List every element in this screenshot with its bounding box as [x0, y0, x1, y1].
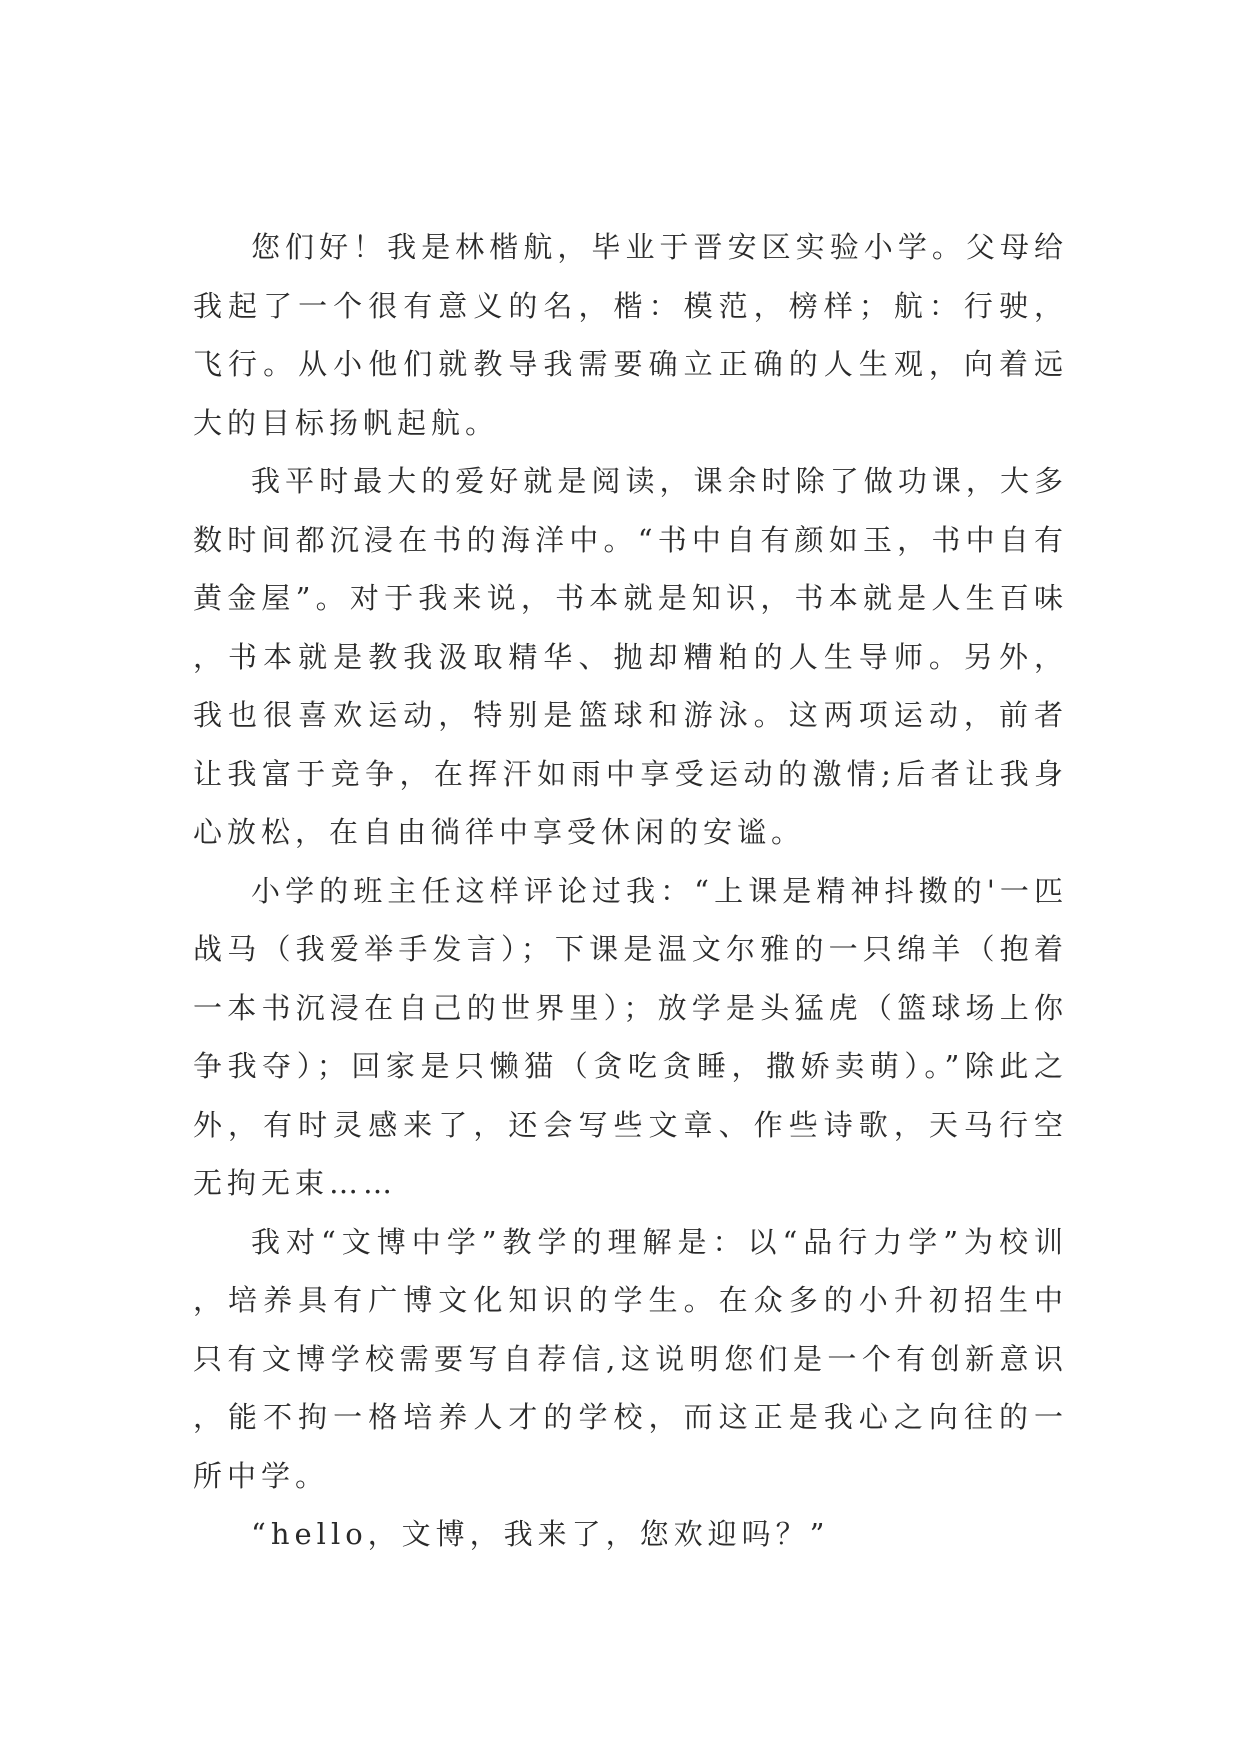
paragraph-closing: “hello，文博，我来了，您欢迎吗？”: [251, 1517, 830, 1551]
paragraph-teacher-comment: 小学的班主任这样评论过我：“上课是精神抖擞的'一匹战马（我爱举手发言）；下课是温文尔雅的一只绵羊（抱着一本书沉浸在自己的世界里）；放学是头猛虎（篮球场上你争我夺）；回家是只懒猫（贪吃贪睡，撒娇卖萌）。”除此之外，有时灵感来了，还会写些文章、作些诗歌，天马行空无拘无束……: [193, 873, 1068, 1200]
paragraph-school-understanding: 我对“文博中学”教学的理解是：以“品行力学”为校训，培养具有广博文化知识的学生。在众多的小升初招生中只有文博学校需要写自荐信,这说明您们是一个有创新意识，能不拘一格培养人才的学校，而这正是我心之向往的一所中学。: [193, 1224, 1068, 1493]
paragraph-hobbies: 我平时最大的爱好就是阅读，课余时除了做功课，大多数时间都沉浸在书的海洋中。“书中自有颜如玉，书中自有黄金屋”。对于我来说，书本就是知识，书本就是人生百味，书本就是教我汲取精华、抛却糟粕的人生导师。另外，我也很喜欢运动，特别是篮球和游泳。这两项运动，前者让我富于竞争，在挥汗如雨中享受运动的激情;后者让我身心放松，在自由徜徉中享受休闲的安谧。: [193, 464, 1068, 849]
letter-body: [193, 218, 1068, 1564]
paragraph-introduction: 您们好！我是林楷航，毕业于晋安区实验小学。父母给我起了一个很有意义的名，楷：模范，榜样；航：行驶，飞行。从小他们就教导我需要确立正确的人生观，向着远大的目标扬帆起航。: [193, 230, 1068, 440]
